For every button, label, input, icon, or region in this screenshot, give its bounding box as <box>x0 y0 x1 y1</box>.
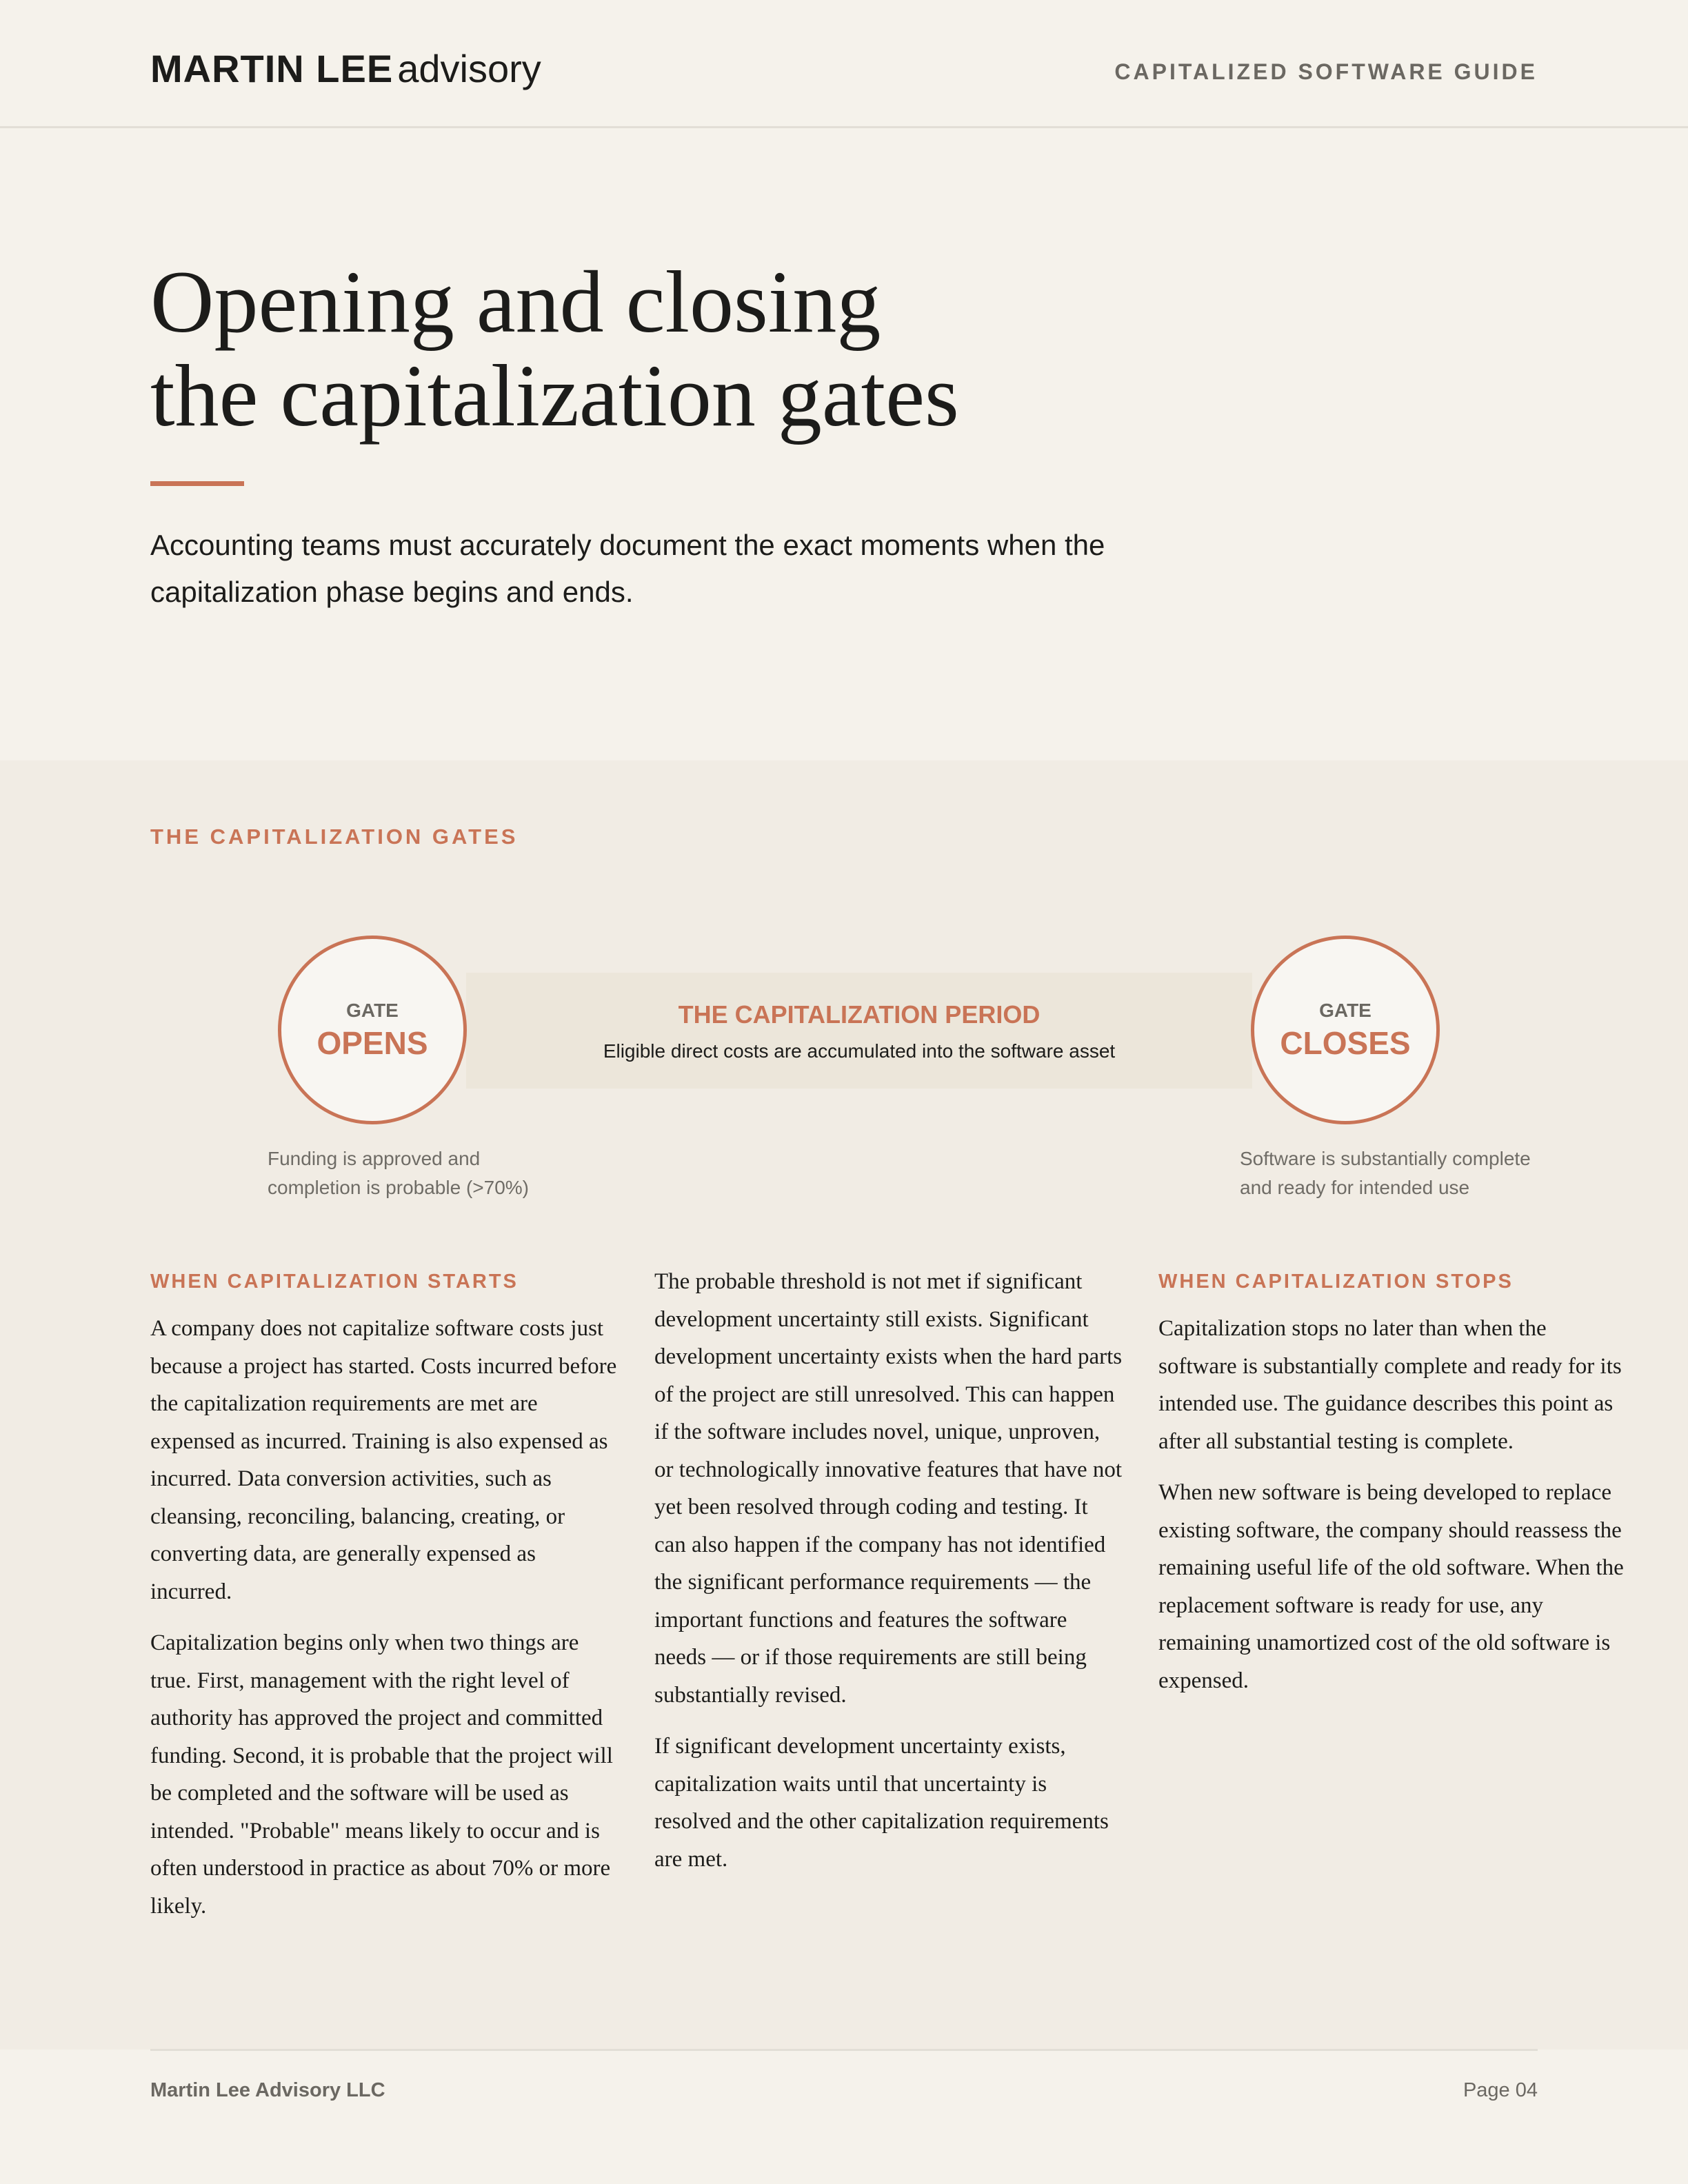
gate-closes-kicker: GATE <box>1319 1000 1372 1021</box>
brand-suffix: advisory <box>397 47 541 90</box>
period-description: Eligible direct costs are accumulated into the software asset <box>603 1040 1116 1062</box>
brand-name: MARTIN LEE <box>150 47 394 90</box>
period-title: THE CAPITALIZATION PERIOD <box>678 1000 1041 1029</box>
page-number: Page 04 <box>1463 2079 1538 2101</box>
column-uncertainty-paragraph-2: If significant development uncertainty exists, capitalization waits until that uncertainty is resolved and the other capitalization requirements are met. <box>654 1734 1109 1872</box>
capitalization-period-bar <box>466 973 1252 1089</box>
gate-opens-circle <box>278 936 467 1124</box>
page-title <box>150 255 1529 443</box>
page-subtitle: Accounting teams must accurately document the exact moments when the capitalization phase begins and ends. <box>150 529 1105 608</box>
gate-opens-label: OPENS <box>316 1025 428 1061</box>
column-stops-paragraph-2: When new software is being developed to replace existing software, the company should reassess the remaining useful life of the old software. When the replacement software is ready for use, any remaining unamortized cost of the old software is expensed. <box>1158 1480 1624 1693</box>
gate-closes-caption-line-2: and ready for intended use <box>1240 1177 1470 1198</box>
guide-label: CAPITALIZED SOFTWARE GUIDE <box>1114 59 1538 84</box>
column-starts <box>150 1266 619 1939</box>
page-title-line-2: the capitalization gates <box>150 347 959 445</box>
column-uncertainty <box>654 1263 1123 1892</box>
footer-divider <box>150 2049 1538 2051</box>
hero-section <box>150 255 1529 616</box>
column-starts-paragraph-2: Capitalization begins only when two things are true. First, management with the right level of authority has approved the project and committed funding. Second, it is probable that the project will be completed and the software will be used as intended. "Probable" means likely to occur and is often understood in practice as about 70% or more likely. <box>150 1630 613 1919</box>
gate-closes-caption-line-1: Software is substantially complete <box>1240 1148 1531 1169</box>
gate-closes-label: CLOSES <box>1280 1025 1411 1061</box>
brand-logo <box>150 44 541 94</box>
gate-opens-kicker: GATE <box>346 1000 399 1021</box>
gate-closes-circle <box>1251 936 1440 1124</box>
gate-closes-caption <box>1240 1144 1598 1202</box>
column-starts-paragraph-1: A company does not capitalize software costs just because a project has started. Costs incurred before the capitalization requirements are met are expensed as incurred. Training is also expensed as incurred. Data conversion activities, such as cleansing, reconciling, balancing, creating, or converting data, are generally expensed as incurred. <box>150 1316 617 1604</box>
gate-opens-caption-line-1: Funding is approved and <box>268 1148 481 1169</box>
column-uncertainty-paragraph-1: The probable threshold is not met if significant development uncertainty still exists. Significant development uncertainty exists when the hard parts of the project are still unresolved. This can happen if the software includes novel, unique, unproven, or technologically innovative features that have not yet been resolved through coding and testing. It can also happen if the company has not identified the significant performance requirements — the important functions and features the software needs — or if those requirements are still being substantially revised. <box>654 1269 1123 1708</box>
column-stops-heading: WHEN CAPITALIZATION STOPS <box>1158 1271 1514 1293</box>
gate-opens-caption <box>268 1144 626 1202</box>
column-stops-paragraph-1: Capitalization stops no later than when the software is substantially complete and ready for its intended use. The guidance describes this point as after all substantial testing is complete. <box>1158 1316 1622 1454</box>
page-header <box>0 0 1688 128</box>
gate-opens-caption-line-2: completion is probable (>70%) <box>268 1177 529 1198</box>
footer-company: Martin Lee Advisory LLC <box>150 2079 385 2101</box>
column-stops <box>1158 1266 1627 1713</box>
column-starts-heading: WHEN CAPITALIZATION STARTS <box>150 1271 519 1293</box>
section-label: THE CAPITALIZATION GATES <box>150 825 519 849</box>
accent-rule <box>150 481 244 486</box>
page-title-line-1: Opening and closing <box>150 253 881 351</box>
